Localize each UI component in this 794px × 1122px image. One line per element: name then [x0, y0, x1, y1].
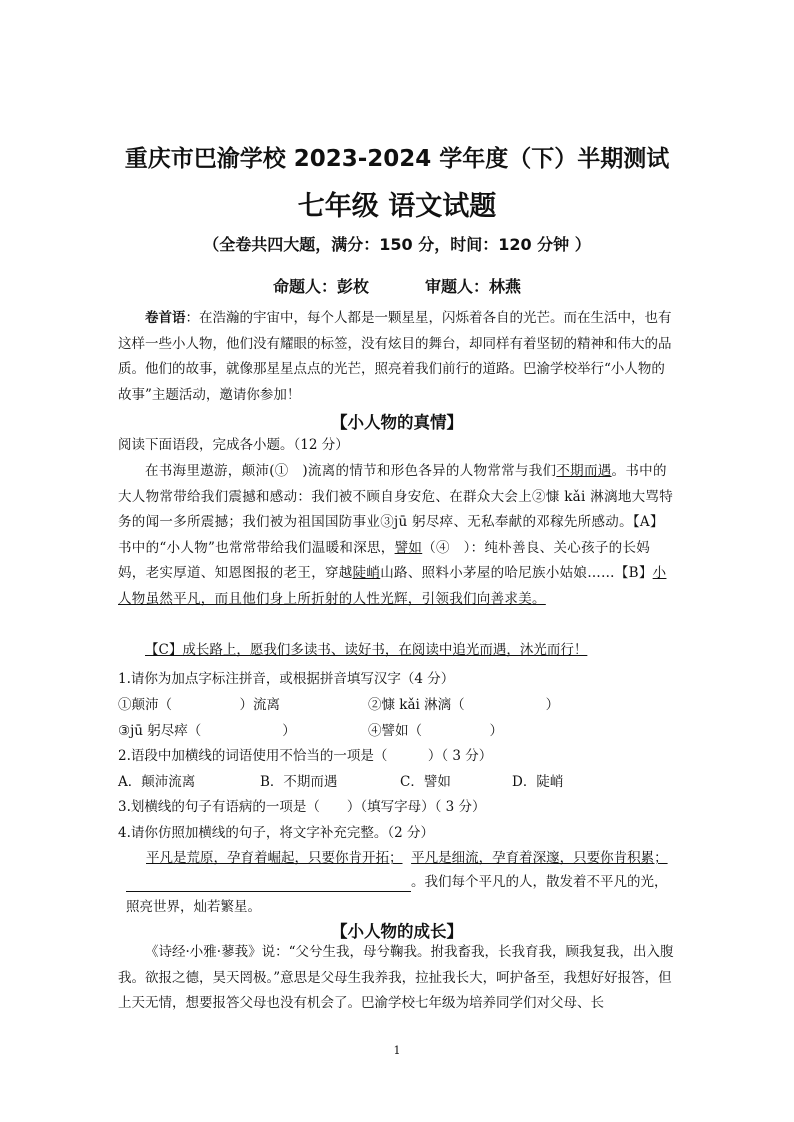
exam-info: （全卷共四大题，满分：150 分，时间：120 分钟 ）: [203, 235, 591, 254]
authors-line: [0, 274, 794, 297]
q4-sentence-2: 平凡是细流，孕育着深邃，只要你肯积累；: [411, 850, 668, 866]
question-2: 2.语段中加横线的词语使用不恰当的一项是（ ）（ 3 分）: [118, 748, 493, 764]
passage-part: （④ ）：纯朴善良、关心孩子的长妈妈，老实厚道、知恩图报的老王，穿越: [118, 539, 651, 581]
sentence-c: 【C】成长路上，愿我们多读书、读好书，在阅读中追光而遇，沐光而行！: [145, 642, 588, 658]
passage-part: 。书中的大人物常带给我们震撼和感动：我们被不顾自身安危、在群众大会上②慷 kǎi 淋漓地大骂特务的闻一多所震撼；我们被为祖国国防事业③jū 躬尽瘁、无私奉献的邓稼先所感动。【A】书中的“小人物”也常常带给我们温暖和深思，: [118, 463, 674, 556]
passage-part: 在书海里遨游，颠沛(① )流离的情节和形色各异的人物常常与我们: [145, 463, 557, 479]
preface-label: 卷首语: [145, 310, 186, 326]
q2-options: [118, 772, 698, 792]
q4-answer-line: [126, 872, 706, 892]
reading-passage: [118, 459, 676, 612]
section2-text: 《诗经·小雅·蓼莪》说：“父兮生我，母兮鞠我。拊我畜我，长我育我，顾我复我，出入腹我。欲报之德，昊天罔极。”意思是父母生我养我，拉扯我长大，呵护备至，我想好好报答，但上天无情，想要报答父母也没有机会了。巴渝学校七年级为培养同学们对父母、长: [118, 944, 674, 1011]
question-1: 1.请你为加点字标注拼音，或根据拼音填写汉字（4 分）: [118, 671, 455, 687]
q2-option-b: B．不期而遇: [260, 774, 338, 790]
question-4: 4.请你仿照加横线的句子，将文字补充完整。（2 分）: [118, 825, 435, 841]
q1-item-d: ④譬如（ ）: [368, 723, 503, 739]
q1-row-1: [118, 695, 698, 715]
q1-item-b: ②慷 kǎi 淋漓（ ）: [368, 697, 560, 713]
section-title-1: 【小人物的真情】: [331, 413, 463, 432]
preface-text: ：在浩瀚的宇宙中，每个人都是一颗星星，闪烁着各自的光芒。而在生活中，也有这样一些小人物，他们没有耀眼的标签，没有炫目的舞台，却同样有着坚韧的精神和伟大的品质。他们的故事，就像那星星点点的光芒，照亮着我们前行的道路。巴渝学校举行“小人物的故事”主题活动，邀请你参加！: [118, 310, 672, 403]
passage-part: 山路、照料小茅屋的哈尼族小姑娘……【B】: [380, 565, 653, 581]
instruction: 阅读下面语段，完成各小题。（12 分）: [118, 437, 349, 453]
author: 命题人：彭枚: [272, 277, 369, 296]
answer-blank[interactable]: [126, 877, 411, 892]
q4-tail-1: 。我们每个平凡的人，散发着不平凡的光，: [411, 874, 668, 890]
q4-tail-line: 照亮世界，灿若繁星。: [126, 899, 261, 915]
q4-sample: [146, 848, 726, 868]
preface: [118, 306, 676, 408]
passage-sentence-b: 小人物虽然平凡，而且他们身上所折射的人性光辉，引领我们向善求美。: [118, 565, 667, 607]
passage-underlined: 譬如: [394, 539, 423, 556]
q1-item-c: ③jū 躬尽瘁（ ）: [118, 723, 296, 739]
q2-option-a: A．颠沛流离: [118, 774, 196, 790]
question-3: 3.划横线的句子有语病的一项是（ ）（填写字母）（ 3 分）: [118, 799, 486, 815]
q4-sentence-1: 平凡是荒原，孕育着崛起，只要你肯开拓；: [146, 850, 403, 866]
page-number: 1: [393, 1044, 401, 1057]
section-title-2: 【小人物的成长】: [331, 922, 463, 941]
q2-option-d: D．陡峭: [512, 774, 564, 790]
subject-title: 七年级 语文试题: [297, 191, 497, 222]
passage-underlined: 陡峭: [352, 565, 381, 581]
q2-option-c: C．譬如: [400, 774, 451, 790]
reviewer: 审题人：林燕: [425, 277, 522, 296]
q1-item-a: ①颠沛（ ）流离: [118, 697, 280, 713]
school-title: 重庆市巴渝学校 2023-2024 学年度（下）半期测试: [124, 146, 670, 172]
passage-underlined: 不期而遇: [556, 463, 612, 479]
q1-row-2: [118, 721, 698, 741]
